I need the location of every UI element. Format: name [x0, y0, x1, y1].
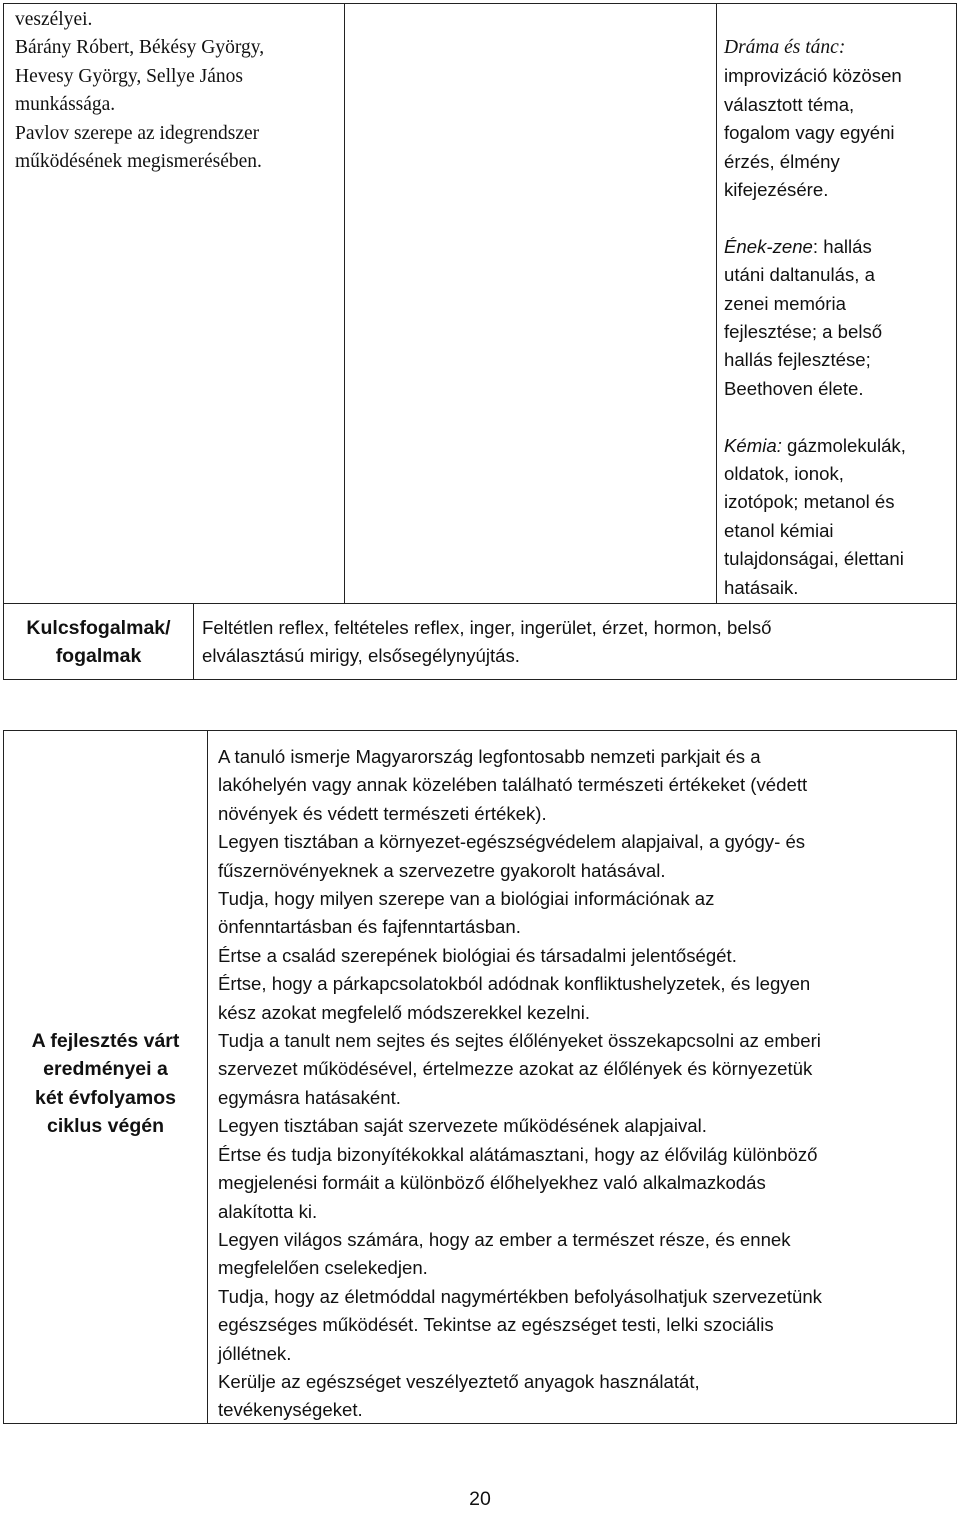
label-line: ciklus végén [46, 1115, 165, 1138]
text-line: megfelelően cselekedjen. [218, 1257, 428, 1279]
text-line: növények és védett természeti értékek). [218, 802, 547, 824]
text-line: tevékenységeket. [218, 1399, 363, 1421]
text-line: Legyen világos számára, hogy az ember a természet része, és ennek [218, 1228, 791, 1250]
kemia-first-line [724, 432, 957, 460]
text-line: jóllétnek. [218, 1342, 292, 1364]
enek-rest: : hallás [812, 235, 872, 257]
text-line: választott téma, [724, 93, 855, 115]
label-line: két évfolyamos [35, 1086, 176, 1109]
text-line: izotópok; metanol és [724, 491, 895, 513]
text-line: Hevesy György, Sellye János [15, 65, 244, 87]
text-line: hallás fejlesztése; [724, 349, 871, 371]
text-line: tulajdonságai, élettani [724, 548, 904, 570]
text-line: Tudja, hogy milyen szerepe van a biológiai információnak az [218, 888, 715, 910]
text-line: működésének megismerésében. [15, 151, 262, 173]
text-line: alakította ki. [218, 1200, 318, 1222]
text-line: veszélyei. [15, 9, 93, 30]
text-line: kifejezésére. [724, 179, 829, 201]
text-line: Értse és tudja bizonyítékokkal alátámasztani, hogy az élővilág különböző [218, 1143, 818, 1165]
text-line: fogalom vagy egyéni [724, 122, 895, 144]
text-line: egészséges működését. Tekintse az egészséget testi, lelki szociális [218, 1314, 774, 1336]
text-line: szervezet működésével, értelmezze azokat az élőlények és környezetük [218, 1058, 813, 1080]
text-line: megjelenési formáit a különböző élőhelyekhez való alkalmazkodás [218, 1172, 766, 1194]
text-line: improvizáció közösen [724, 65, 902, 87]
label-line: A fejlesztés várt [31, 1030, 180, 1052]
text-line: Legyen tisztában saját szervezete működésének alapjaival. [218, 1115, 707, 1137]
text-line: Beethoven élete. [724, 377, 864, 399]
text-line: hatásaik. [724, 576, 799, 598]
enek-label: Ének-zene [724, 235, 813, 257]
text-line: oldatok, ionok, [724, 463, 844, 485]
text-line: Legyen tisztában a környezet-egészségvédelem alapjaival, a gyógy- és [218, 831, 806, 853]
text-line: elválasztású mirigy, elsősegélynyújtás. [202, 645, 520, 667]
label-line: fogalmak [55, 645, 142, 668]
text-line: kész azokat megfelelő módszerekkel kezelni. [218, 1001, 591, 1023]
results-text [218, 743, 953, 1425]
page-number: 20 [469, 1488, 491, 1510]
text-line: etanol kémiai [724, 519, 834, 541]
text-line: zenei memória [724, 292, 846, 314]
kulcs-text [202, 614, 952, 671]
text-line: Bárány Róbert, Békésy György, [15, 37, 265, 59]
drama-label: Dráma és tánc: [724, 37, 846, 58]
text-line: fejlesztése; a belső [724, 321, 883, 343]
kemia-label: Kémia: [724, 434, 782, 456]
enek-first-line [724, 233, 957, 261]
kemia-rest: gázmolekulák, [781, 434, 906, 456]
text-line: Értse, hogy a párkapcsolatokból adódnak konfliktushelyzetek, és legyen [218, 973, 811, 995]
kulcs-label [3, 614, 194, 671]
text-line: Tudja a tanult nem sejtes és sejtes élőlényeket összekapcsolni az emberi [218, 1030, 821, 1052]
text-line: egymásra hatásaként. [218, 1086, 401, 1108]
text-line: utáni daltanulás, a [724, 264, 875, 286]
text-line: Tudja, hogy az életmóddal nagymértékben befolyásolhatjuk szervezetünk [218, 1285, 822, 1307]
text-line: fűszernövényeknek a szervezetre gyakorolt hatásával. [218, 859, 666, 881]
text-line: önfenntartásban és fajfenntartásban. [218, 916, 521, 938]
text-line: Kerülje az egészséget veszélyeztető anyagok használatát, [218, 1370, 700, 1392]
text-line: Feltétlen reflex, feltételes reflex, inger, ingerület, érzet, hormon, belső [202, 617, 772, 638]
label-line: eredményei a [43, 1058, 168, 1081]
right-column-text [724, 34, 957, 602]
text-line: lakóhelyén vagy annak közelében található természeti értékeket (védett [218, 774, 808, 796]
label-line: Kulcsfogalmak/ [26, 617, 171, 639]
text-line: Pavlov szerepe az idegrendszer [15, 122, 260, 144]
text-line: A tanuló ismerje Magyarország legfontosabb nemzeti parkjait és a [218, 746, 761, 767]
text-line: Értse a család szerepének biológiai és társadalmi jelentőségét. [218, 944, 737, 966]
results-label [3, 1027, 208, 1141]
text-line: munkássága. [15, 94, 116, 116]
left-column-text [15, 6, 340, 176]
text-line: érzés, élmény [724, 150, 840, 172]
top-middle-cell [344, 3, 717, 604]
